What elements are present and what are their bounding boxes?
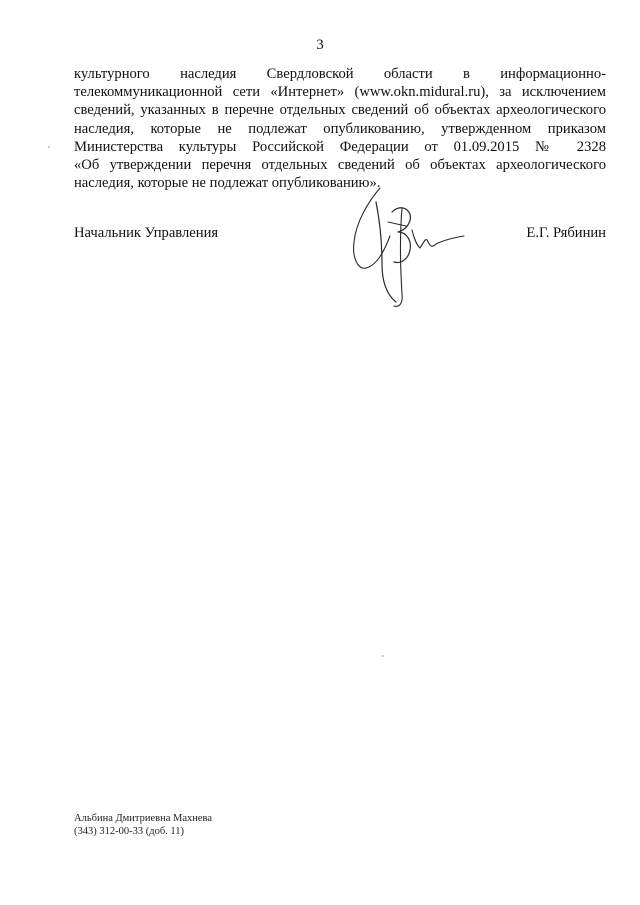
- body-line: телекоммуникационной сети «Интернет» (www.okn.midural.ru), за исключением: [74, 84, 606, 101]
- page-number: 3: [316, 37, 324, 53]
- margin-speck: [48, 146, 50, 148]
- body-line: наследия, которые не подлежат опубликованию, утвержденном приказом: [74, 120, 606, 137]
- margin-speck: [382, 655, 384, 657]
- body-line: сведений, указанных в перечне отдельных сведений об объектах археологического: [74, 102, 606, 119]
- body-line: Министерства культуры Российской Федерации от 01.09.2015 № 2328: [74, 138, 606, 155]
- body-line: «Об утверждении перечня отдельных сведений об объектах археологического: [74, 157, 606, 174]
- handwritten-signature: [340, 182, 470, 312]
- executor-name: Альбина Дмитриевна Махнева: [74, 813, 213, 824]
- body-paragraph: [74, 65, 606, 192]
- executor-contact: [74, 812, 212, 838]
- signatory-name: Е.Г. Рябинин: [526, 225, 606, 241]
- executor-phone: (343) 312-00-33 (доб. 11): [74, 826, 185, 837]
- body-line: культурного наследия Свердловской области в информационно-: [74, 66, 606, 82]
- body-line: наследия, которые не подлежат опубликованию».: [74, 175, 381, 192]
- signatory-position: Начальник Управления: [74, 225, 219, 241]
